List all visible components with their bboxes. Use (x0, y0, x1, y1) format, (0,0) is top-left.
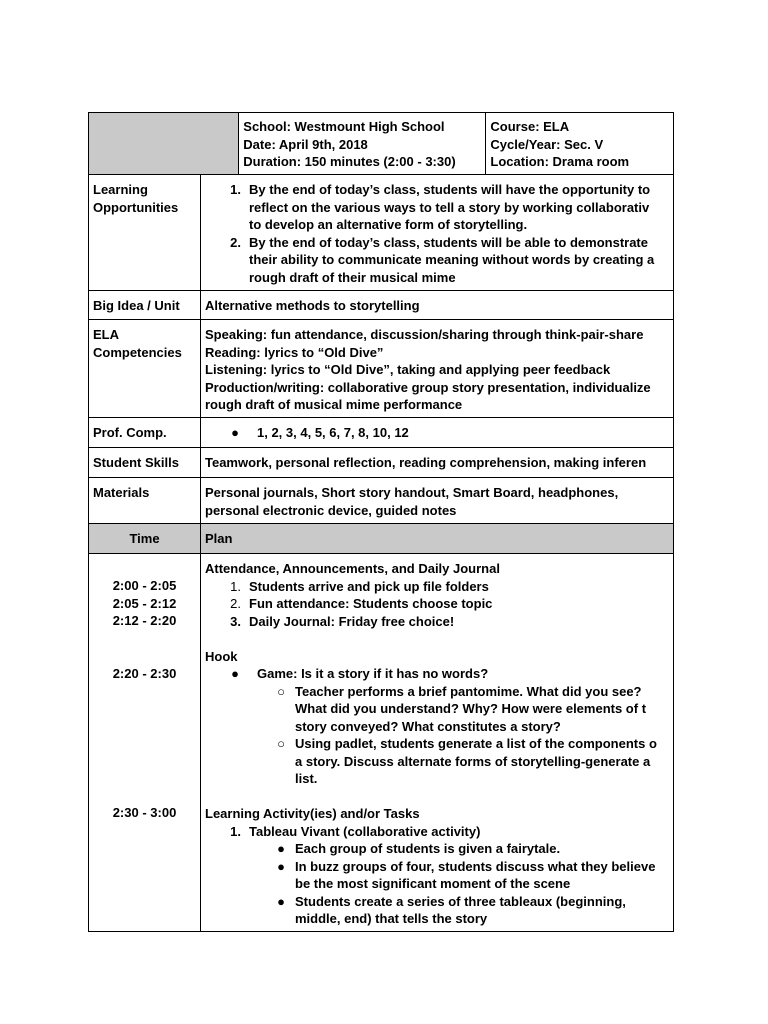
plan-header: Plan (201, 524, 673, 553)
item-text: be the most significant moment of the scene (295, 876, 571, 891)
item-text: a story. Discuss alternate forms of storytelling-generate a (295, 753, 651, 769)
list-item (205, 181, 669, 234)
item-number: 1. (230, 578, 241, 594)
materials-row (88, 478, 674, 524)
competency-line: Speaking: fun attendance, discussion/sharing through think-pair-share (205, 327, 644, 342)
section-title: Hook (205, 648, 238, 664)
materials-label: Materials (89, 478, 201, 523)
item-text: Students arrive and pick up file folders (249, 578, 489, 594)
big-idea-label: Big Idea / Unit (89, 291, 201, 319)
item-text: reflect on the various ways to tell a story by working collaborativ (249, 199, 650, 215)
competency-line: Reading: lyrics to “Old Dive” (205, 344, 384, 360)
competency-line: Listening: lyrics to “Old Dive”, taking and applying peer feedback (205, 362, 611, 377)
bullet-icon: ● (277, 893, 285, 909)
course-info (486, 113, 673, 174)
list-item (205, 665, 669, 683)
header-blank-cell (89, 113, 239, 174)
competencies-content (201, 320, 673, 417)
time-slot: 2:00 - 2:05 (112, 578, 177, 593)
section-title: Learning Activity(ies) and/or Tasks (205, 806, 420, 821)
list-item (205, 578, 669, 596)
item-number: 1. (230, 823, 241, 839)
list-item (205, 613, 669, 631)
item-number: 3. (230, 613, 241, 629)
item-text: their ability to communicate meaning without words by creating a (249, 252, 655, 267)
competency-line: rough draft of musical mime performance (205, 397, 463, 412)
big-idea-value: Alternative methods to storytelling (205, 298, 420, 313)
item-text: Teacher performs a brief pantomime. What did you see? (295, 683, 642, 699)
time-slot: 2:20 - 2:30 (112, 666, 177, 681)
prof-comp-row (88, 418, 674, 448)
big-idea-row (88, 291, 674, 320)
item-number: 2. (230, 596, 241, 611)
list-item (205, 595, 669, 613)
sub-list-item (205, 840, 669, 858)
label-line: Competencies (93, 344, 182, 360)
location: Location: Drama room (490, 154, 630, 169)
item-text: Each group of students is given a fairytale. (295, 841, 561, 856)
sub-list-item (205, 683, 669, 736)
time-slot: 2:30 - 3:00 (112, 805, 177, 820)
plan-header-row (88, 524, 674, 554)
sub-list-item (205, 893, 669, 928)
plan-body-row (88, 554, 674, 932)
item-number: 2. (230, 234, 241, 250)
lesson-plan-table (88, 112, 674, 932)
item-text: middle, end) that tells the story (295, 911, 488, 926)
bullet-icon: ● (277, 858, 285, 874)
bullet-icon: ● (231, 425, 239, 440)
school-name: School: Westmount High School (243, 119, 445, 134)
item-text: to develop an alternative form of storytelling. (249, 217, 528, 232)
competencies-label (89, 320, 201, 417)
item-text: Game: Is it a story if it has no words? (257, 666, 489, 681)
bullet-icon: ● (277, 841, 285, 856)
time-header: Time (89, 524, 201, 553)
student-skills-label: Student Skills (89, 448, 201, 477)
time-slot: 2:12 - 2:20 (112, 613, 177, 628)
prof-comp-label: Prof. Comp. (89, 418, 201, 447)
competencies-row (88, 320, 674, 418)
item-text: By the end of today’s class, students will be able to demonstrate (249, 234, 648, 250)
item-text: Using padlet, students generate a list of the components o (295, 736, 657, 751)
prof-comp-value: 1, 2, 3, 4, 5, 6, 7, 8, 10, 12 (257, 425, 409, 440)
school-info (239, 113, 486, 174)
label-line: Learning (93, 182, 148, 197)
sub-list-item (205, 735, 669, 788)
time-slot: 2:05 - 2:12 (112, 595, 177, 611)
materials-line: personal electronic device, guided notes (205, 502, 457, 518)
header-row (88, 112, 674, 175)
bullet-icon: ● (231, 666, 239, 681)
time-column (89, 554, 201, 931)
item-text: rough draft of their musical mime (249, 269, 456, 285)
student-skills-value: Teamwork, personal reflection, reading comprehension, making inferen (205, 455, 647, 470)
learning-opportunities-label (89, 175, 201, 290)
learning-opportunities-row (88, 175, 674, 291)
item-text: Students create a series of three tableaux (beginning, (295, 893, 626, 909)
lesson-date: Date: April 9th, 2018 (243, 136, 368, 152)
competency-line: Production/writing: collaborative group story presentation, individualize (205, 379, 651, 395)
prof-comp-content (201, 418, 673, 447)
section-title: Attendance, Announcements, and Daily Journal (205, 561, 500, 576)
list-item (205, 234, 669, 287)
materials-line: Personal journals, Short story handout, Smart Board, headphones, (205, 485, 619, 500)
item-text: list. (295, 771, 318, 786)
plan-column (201, 554, 673, 931)
student-skills-row (88, 448, 674, 478)
label-line: Opportunities (93, 199, 179, 215)
lesson-duration: Duration: 150 minutes (2:00 - 3:30) (243, 154, 456, 169)
sub-list-item (205, 858, 669, 893)
materials-content (201, 478, 673, 523)
course-name: Course: ELA (490, 119, 570, 134)
label-line: ELA (93, 327, 119, 342)
item-text: Tableau Vivant (collaborative activity) (249, 823, 481, 839)
hollow-bullet-icon: ○ (277, 683, 285, 699)
cycle-year: Cycle/Year: Sec. V (490, 136, 604, 152)
item-text: Daily Journal: Friday free choice! (249, 613, 455, 629)
item-text: Fun attendance: Students choose topic (249, 596, 493, 611)
learning-opportunities-content (201, 175, 673, 290)
list-item (205, 823, 669, 841)
hollow-bullet-icon: ○ (277, 736, 285, 751)
item-text: By the end of today’s class, students will have the opportunity to (249, 182, 651, 197)
item-text: What did you understand? Why? How were elements of t (295, 701, 647, 716)
item-text: In buzz groups of four, students discuss what they believe (295, 858, 656, 874)
item-text: story conveyed? What constitutes a story? (295, 718, 561, 734)
item-number: 1. (230, 182, 241, 197)
